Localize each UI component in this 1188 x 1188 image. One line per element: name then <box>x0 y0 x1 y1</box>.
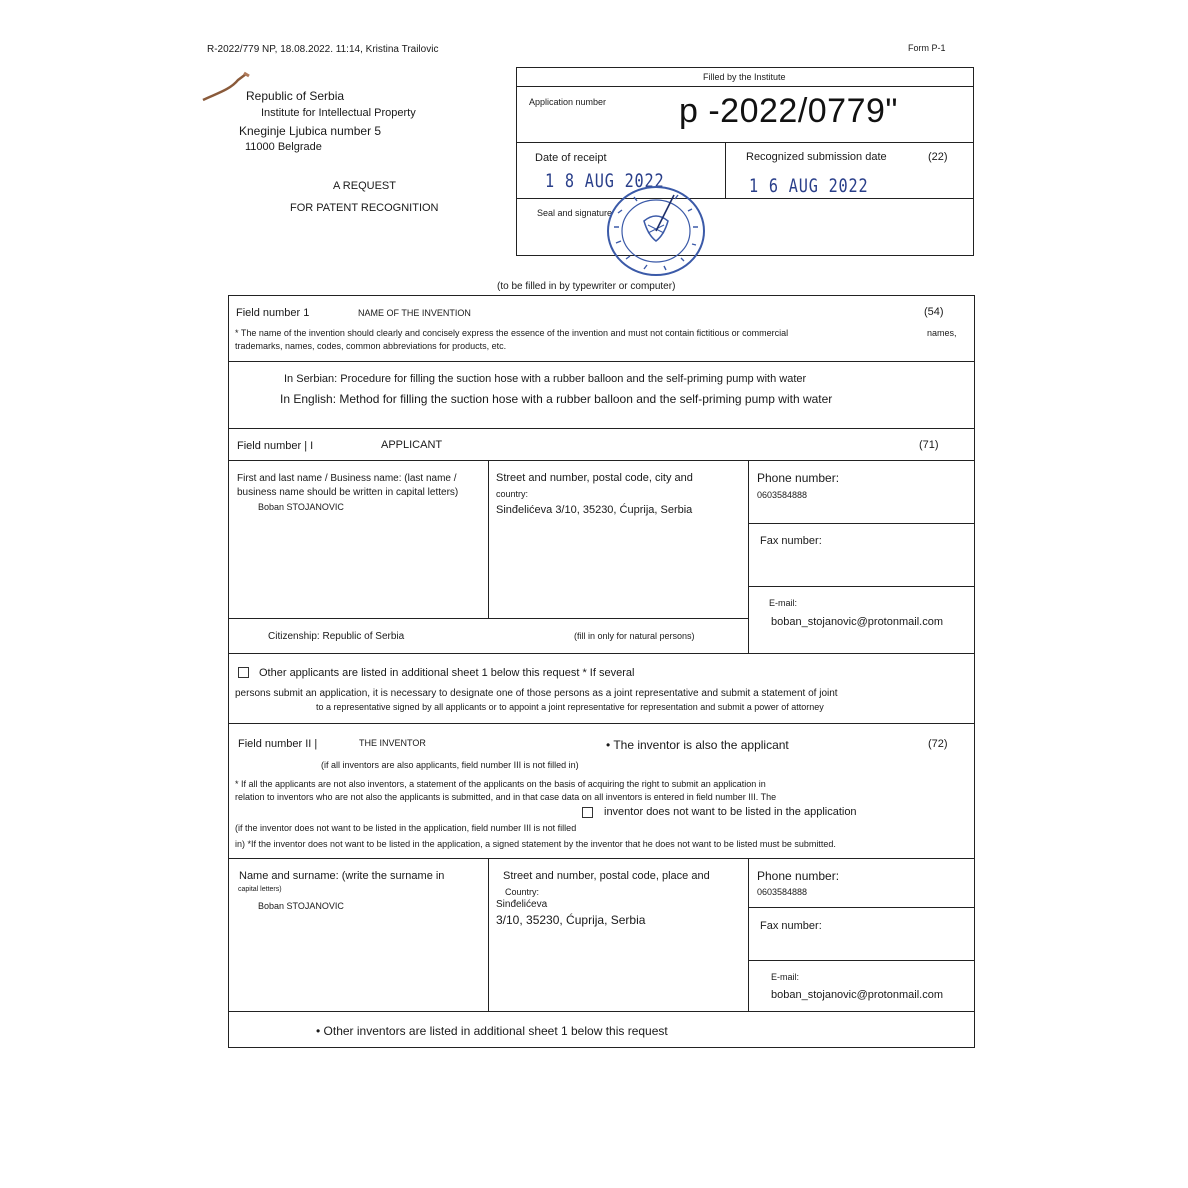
field2-title: APPLICANT <box>381 439 443 451</box>
institute-street: Kneginje Ljubica number 5 <box>239 124 382 138</box>
document-reference: R-2022/779 NP, 18.08.2022. 11:14, Kristina Trailovic <box>207 44 439 55</box>
invention-name-english: In English: Method for filling the suction hose with a rubber balloon and the self-priming pump with water <box>280 392 833 406</box>
inventor-address-label-1: Street and number, postal code, place and <box>503 870 710 882</box>
recognized-date-stamp: 1 6 AUG 2022 <box>749 175 869 197</box>
other-inventors-note: • Other inventors are listed in additional sheet 1 below this request <box>316 1024 668 1038</box>
application-number: p -2022/0779" <box>679 92 898 130</box>
inventor-not-listed-label: inventor does not want to be listed in the application <box>604 806 857 818</box>
natural-persons-note: (fill in only for natural persons) <box>574 631 695 641</box>
inventor-name-label-1: Name and surname: (write the surname in <box>239 870 445 882</box>
inventor-address-label-2: Country: <box>505 887 540 897</box>
field1-title: NAME OF THE INVENTION <box>358 308 471 318</box>
applicant-address-label-2: country: <box>496 489 529 499</box>
field1-code: (54) <box>924 306 944 318</box>
inventor-name-label-2: capital letters) <box>238 886 282 893</box>
applicant-fax-label: Fax number: <box>760 535 822 547</box>
institute-name: Institute for Intellectual Property <box>261 107 416 119</box>
field3-note4: in) *If the inventor does not want to be listed in the application, a signed statement by the inventor that he does not want to be listed must be submitted. <box>235 839 836 849</box>
field3-note1: (if all inventors are also applicants, field number III is not filled in) <box>321 760 579 770</box>
inventor-address-value-2: 3/10, 35230, Ćuprija, Serbia <box>496 913 646 927</box>
institute-logo-icon <box>200 70 252 104</box>
recognized-date-label: Recognized submission date <box>746 151 887 163</box>
date-of-receipt-stamp: 1 8 AUG 2022 <box>545 170 665 192</box>
field3-title: THE INVENTOR <box>359 738 426 748</box>
inventor-name-value: Boban STOJANOVIC <box>258 901 344 911</box>
other-applicants-line2: persons submit an application, it is necessary to designate one of those persons as a joint representative and submit a statement of joint <box>235 688 838 699</box>
other-applicants-checkbox[interactable] <box>238 667 249 678</box>
institute-city: 11000 Belgrade <box>245 141 322 153</box>
applicant-address-value: Sinđelićeva 3/10, 35230, Ćuprija, Serbia <box>496 504 693 516</box>
institute-country: Republic of Serbia <box>246 89 345 103</box>
inventor-address-value-1: Sinđelićeva <box>496 899 548 910</box>
field2-label: Field number | I <box>237 440 314 452</box>
recognized-date-code: (22) <box>928 151 948 163</box>
inventor-fax-label: Fax number: <box>760 920 822 932</box>
institute-box-header: Filled by the Institute <box>703 72 786 82</box>
applicant-phone-value: 0603584888 <box>757 490 808 500</box>
request-title: A REQUEST <box>333 180 396 192</box>
applicant-name-label-1: First and last name / Business name: (last name / <box>237 473 457 484</box>
field3-note3: (if the inventor does not want to be listed in the application, field number III is not filled <box>235 823 577 833</box>
other-applicants-line1: Other applicants are listed in additional sheet 1 below this request * If several <box>259 667 635 679</box>
inventor-phone-value: 0603584888 <box>757 887 808 897</box>
official-seal-icon <box>604 183 708 279</box>
form-code: Form P-1 <box>908 43 946 53</box>
request-subtitle: FOR PATENT RECOGNITION <box>290 202 439 214</box>
field3-code: (72) <box>928 738 948 750</box>
other-applicants-line3: to a representative signed by all applicants or to appoint a joint representative for representation and submit a power of attorney <box>316 702 824 712</box>
applicant-citizenship: Citizenship: Republic of Serbia <box>268 631 405 642</box>
applicant-email-value: boban_stojanovic@protonmail.com <box>771 616 943 628</box>
invention-name-serbian: In Serbian: Procedure for filling the suction hose with a rubber balloon and the self-priming pump with water <box>284 373 807 385</box>
applicant-phone-label: Phone number: <box>757 471 840 485</box>
field1-note-line2: trademarks, names, codes, common abbreviations for products, etc. <box>235 341 507 351</box>
inventor-email-value: boban_stojanovic@protonmail.com <box>771 989 943 1001</box>
inventor-also-applicant: • The inventor is also the applicant <box>606 738 789 752</box>
fill-instruction-note: (to be filled in by typewriter or computer) <box>497 281 676 292</box>
seal-signature-label: Seal and signature <box>537 208 613 218</box>
application-number-label: Application number <box>529 97 607 107</box>
applicant-address-label-1: Street and number, postal code, city and <box>496 472 693 484</box>
field1-note-word: names, <box>927 328 957 338</box>
not-listed-checkbox[interactable] <box>582 807 593 818</box>
field1-label: Field number 1 <box>236 307 310 319</box>
applicant-email-label: E-mail: <box>769 598 798 608</box>
applicant-name-value: Boban STOJANOVIC <box>258 502 344 512</box>
inventor-email-label: E-mail: <box>771 972 800 982</box>
field2-code: (71) <box>919 439 939 451</box>
applicant-name-label-2: business name should be written in capital letters) <box>237 487 459 498</box>
date-of-receipt-label: Date of receipt <box>535 152 607 164</box>
inventor-phone-label: Phone number: <box>757 869 840 883</box>
field3-label: Field number II | <box>238 738 318 750</box>
field3-note2b: relation to inventors who are not also the applicants is submitted, and in that case data on all inventors is entered in field number III. The <box>235 792 777 802</box>
field1-note-line1: * The name of the invention should clearly and concisely express the essence of the invention and must not contain fictitious or commercial <box>235 328 789 338</box>
field3-note2a: * If all the applicants are not also inventors, a statement of the applicants on the basis of acquiring the right to submit an application in <box>235 779 766 789</box>
